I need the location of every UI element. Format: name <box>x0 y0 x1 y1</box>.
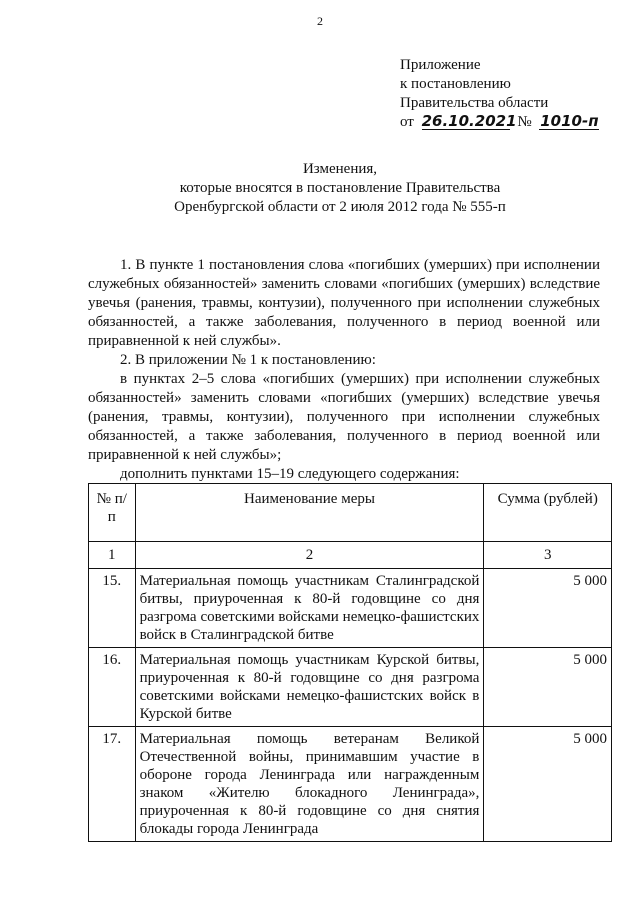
title-line-3: Оренбургской области от 2 июля 2012 года № 555-п <box>174 199 506 215</box>
header-num: № п/п <box>89 484 136 542</box>
row-name: Материальная помощь участникам Курской битвы, приуроченная к 80-й годовщине со дня разгрома советскими войсками немецко-фашистских войск в Курской битве <box>135 648 484 727</box>
appendix-date-line <box>400 113 599 132</box>
handwritten-number: 1010-п <box>540 112 599 130</box>
row-sum: 5 000 <box>484 727 612 842</box>
row-name: Материальная помощь ветеранам Великой Отечественной войны, принимавшим участие в обороне города Ленинграда или награжденным знаком «Жителю блокадного Ленинграда», приуроченная к 80-й годовщине со дня снятия блокады города Ленинграда <box>135 727 484 842</box>
header-name: Наименование меры <box>135 484 484 542</box>
row-num: 15. <box>89 569 136 648</box>
column-number-row <box>89 542 612 569</box>
paragraph-4: дополнить пунктами 15–19 следующего содержания: <box>120 466 460 482</box>
appendix-line-3: Правительства области <box>400 95 549 111</box>
row-name: Материальная помощь участникам Сталинградской битвы, приуроченная к 80-й годовщине со дня разгрома советскими войсками немецко-фашистских войск в Сталинградской битве <box>135 569 484 648</box>
table-row <box>89 648 612 727</box>
number-prefix: № <box>517 114 532 130</box>
table-row <box>89 569 612 648</box>
paragraph-2: 2. В приложении № 1 к постановлению: <box>120 352 376 368</box>
row-sum: 5 000 <box>484 648 612 727</box>
date-prefix: от <box>400 114 414 130</box>
appendix-line-1: Приложение <box>400 57 481 73</box>
handwritten-date: 26.10.2021 <box>421 112 517 130</box>
column-number-3: 3 <box>484 542 612 569</box>
document-body <box>88 256 600 484</box>
title-line-2: которые вносятся в постановление Правительства <box>179 180 501 196</box>
row-num: 17. <box>89 727 136 842</box>
column-number-1: 1 <box>89 542 136 569</box>
paragraph-1: 1. В пункте 1 постановления слова «погибших (умерших) при исполнении служебных обязанностей» заменить словами «погибших (умерших) вследствие увечья (ранения, травмы, контузии), полученного при исполнении служебных обязанностей, а также заболевания, полученного в период военной или приравненной к ней службы». <box>88 257 600 349</box>
table-row <box>89 727 612 842</box>
title-line-1: Изменения, <box>302 161 378 177</box>
measures-table <box>88 483 612 842</box>
appendix-block <box>400 56 599 132</box>
column-number-2: 2 <box>135 542 484 569</box>
document-title <box>60 160 620 217</box>
header-sum: Сумма (рублей) <box>484 484 612 542</box>
row-num: 16. <box>89 648 136 727</box>
page-number: 2 <box>317 14 323 28</box>
appendix-line-2: к постановлению <box>400 76 511 92</box>
paragraph-3: в пунктах 2–5 слова «погибших (умерших) при исполнении служебных обязанностей» заменить словами «погибших (умерших) вследствие увечья (ранения, травмы, контузии), полученного при исполнении служебных обязанностей, а также заболевания, полученного в период военной или приравненной к ней службы»; <box>88 371 600 463</box>
table-header-row <box>89 484 612 542</box>
row-sum: 5 000 <box>484 569 612 648</box>
